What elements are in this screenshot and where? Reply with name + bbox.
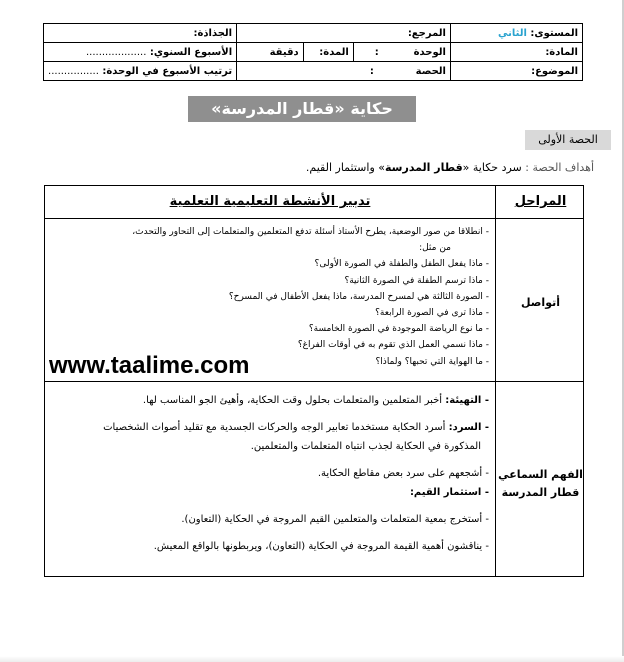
question-item: - ماذا يفعل الطفل والطفلة في الصورة الأولى؟ xyxy=(314,259,489,270)
topic-cell xyxy=(450,62,582,81)
session-colon: : xyxy=(369,65,374,77)
goals-pre: سرد حكاية « xyxy=(462,161,526,174)
novelty-cell xyxy=(44,24,237,43)
intro-step xyxy=(53,391,489,410)
level-cell xyxy=(450,24,582,43)
novelty-label: الجذاذة: xyxy=(193,27,233,39)
session-goals xyxy=(306,161,594,174)
question-item: - انطلاقا من صور الوضعية، يطرح الأستاذ أسئلة تدفع المتعلمين والمتعلمات إلى التحاور والتحدث، xyxy=(132,227,489,237)
unit-label: الوحدة xyxy=(413,46,446,58)
stage-communicate: أتواصل xyxy=(520,296,560,309)
level-value: الثاني xyxy=(498,27,527,39)
week-order-label: ترتيب الأسبوع في الوحدة: xyxy=(102,65,233,77)
goals-label: أهداف الحصة : xyxy=(525,161,594,174)
header-table xyxy=(43,23,583,81)
session-title: الحصة الأولى xyxy=(525,130,611,150)
duration-unit-cell xyxy=(237,43,304,62)
column-header-stages: المراحل xyxy=(514,194,567,209)
goals-story-name: قطار المدرسة xyxy=(385,161,463,174)
page-bottom-shade xyxy=(0,656,624,662)
goals-post: » واستثمار القيم. xyxy=(305,161,385,174)
duration-label: المدة: xyxy=(319,46,349,58)
stage-listening-line2: قطار المدرسة xyxy=(501,486,580,499)
stage-listening-line1: الفهم السماعي xyxy=(498,468,583,481)
values-step-1: - أستخرج بمعية المتعلمات والمتعلمين القيم المروجة في الحكاية (التعاون). xyxy=(181,514,489,525)
story-title: حكاية «قطار المدرسة» xyxy=(188,96,416,122)
duration-cell xyxy=(303,43,353,62)
subject-cell xyxy=(450,43,582,62)
narration-step-cont: المذكورة في الحكاية لجذب انتباه المتعلمات والمتعلمين. xyxy=(250,441,481,452)
questions-list xyxy=(53,224,489,370)
unit-cell xyxy=(353,43,450,62)
lesson-table xyxy=(44,185,584,577)
question-item: من مثل: xyxy=(419,243,451,254)
intro-text: أخبر المتعلمين والمتعلمات بحلول وقت الحكاية، وأهيئ الجو المناسب لها. xyxy=(142,395,446,406)
stage-listening xyxy=(496,466,585,502)
week-order-cell xyxy=(44,62,237,81)
encourage-step: - أشجعهم على سرد بعض مقاطع الحكاية. xyxy=(317,468,489,479)
header-divider xyxy=(45,218,583,219)
question-item: - ما الهواية التي تحبها؟ ولماذا؟ xyxy=(375,356,489,367)
narration-text: أسرد الحكاية مستخدما تعابير الوجه والحركات الجسدية مع تقليد أصوات الشخصيات xyxy=(103,422,449,433)
column-header-activities: تدبير الأنشطة التعليمية التعلمية xyxy=(169,194,371,209)
values-label: - استثمار القيم: xyxy=(409,487,489,498)
question-item: - ماذا ترى في الصورة الرابعة؟ xyxy=(375,308,489,319)
question-item: - ماذا ترسم الطفلة في الصورة الثانية؟ xyxy=(344,275,489,286)
weekly-cell xyxy=(44,43,237,62)
values-heading xyxy=(53,483,489,502)
reference-cell xyxy=(237,24,451,43)
week-order-dots: ................ xyxy=(48,65,99,77)
listening-steps xyxy=(53,391,489,556)
reference-label: المرجع: xyxy=(407,27,446,39)
unit-colon: : xyxy=(374,46,379,58)
question-item: - ماذا نسمي العمل الذي تقوم به في أوقات الفراغ؟ xyxy=(297,340,489,351)
values-step-2: - يناقشون أهمية القيمة المروجة في الحكاية (التعاون)، ويربطونها بالواقع المعيش. xyxy=(153,541,489,552)
narration-label: - السرد: xyxy=(448,422,489,433)
row-divider xyxy=(45,381,583,382)
session-label: الحصة xyxy=(415,65,446,77)
question-item: - ما نوع الرياضة الموجودة في الصورة الخامسة؟ xyxy=(308,324,489,335)
duration-unit: دقيقة xyxy=(269,46,299,58)
question-item: - الصورة الثالثة هي لمسرح المدرسة، ماذا يفعل الأطفال في المسرح؟ xyxy=(228,291,489,302)
watermark: www.taalime.com xyxy=(49,352,250,379)
weekly-dots: ................... xyxy=(85,46,147,58)
narration-step xyxy=(53,418,489,437)
intro-label: - التهيئة: xyxy=(445,395,489,406)
level-label: المستوى: xyxy=(530,27,578,39)
subject-label: المادة: xyxy=(545,46,578,58)
topic-label: الموضوع: xyxy=(531,65,578,77)
session-cell xyxy=(237,62,451,81)
weekly-label: الأسبوع السنوي: xyxy=(149,46,233,58)
